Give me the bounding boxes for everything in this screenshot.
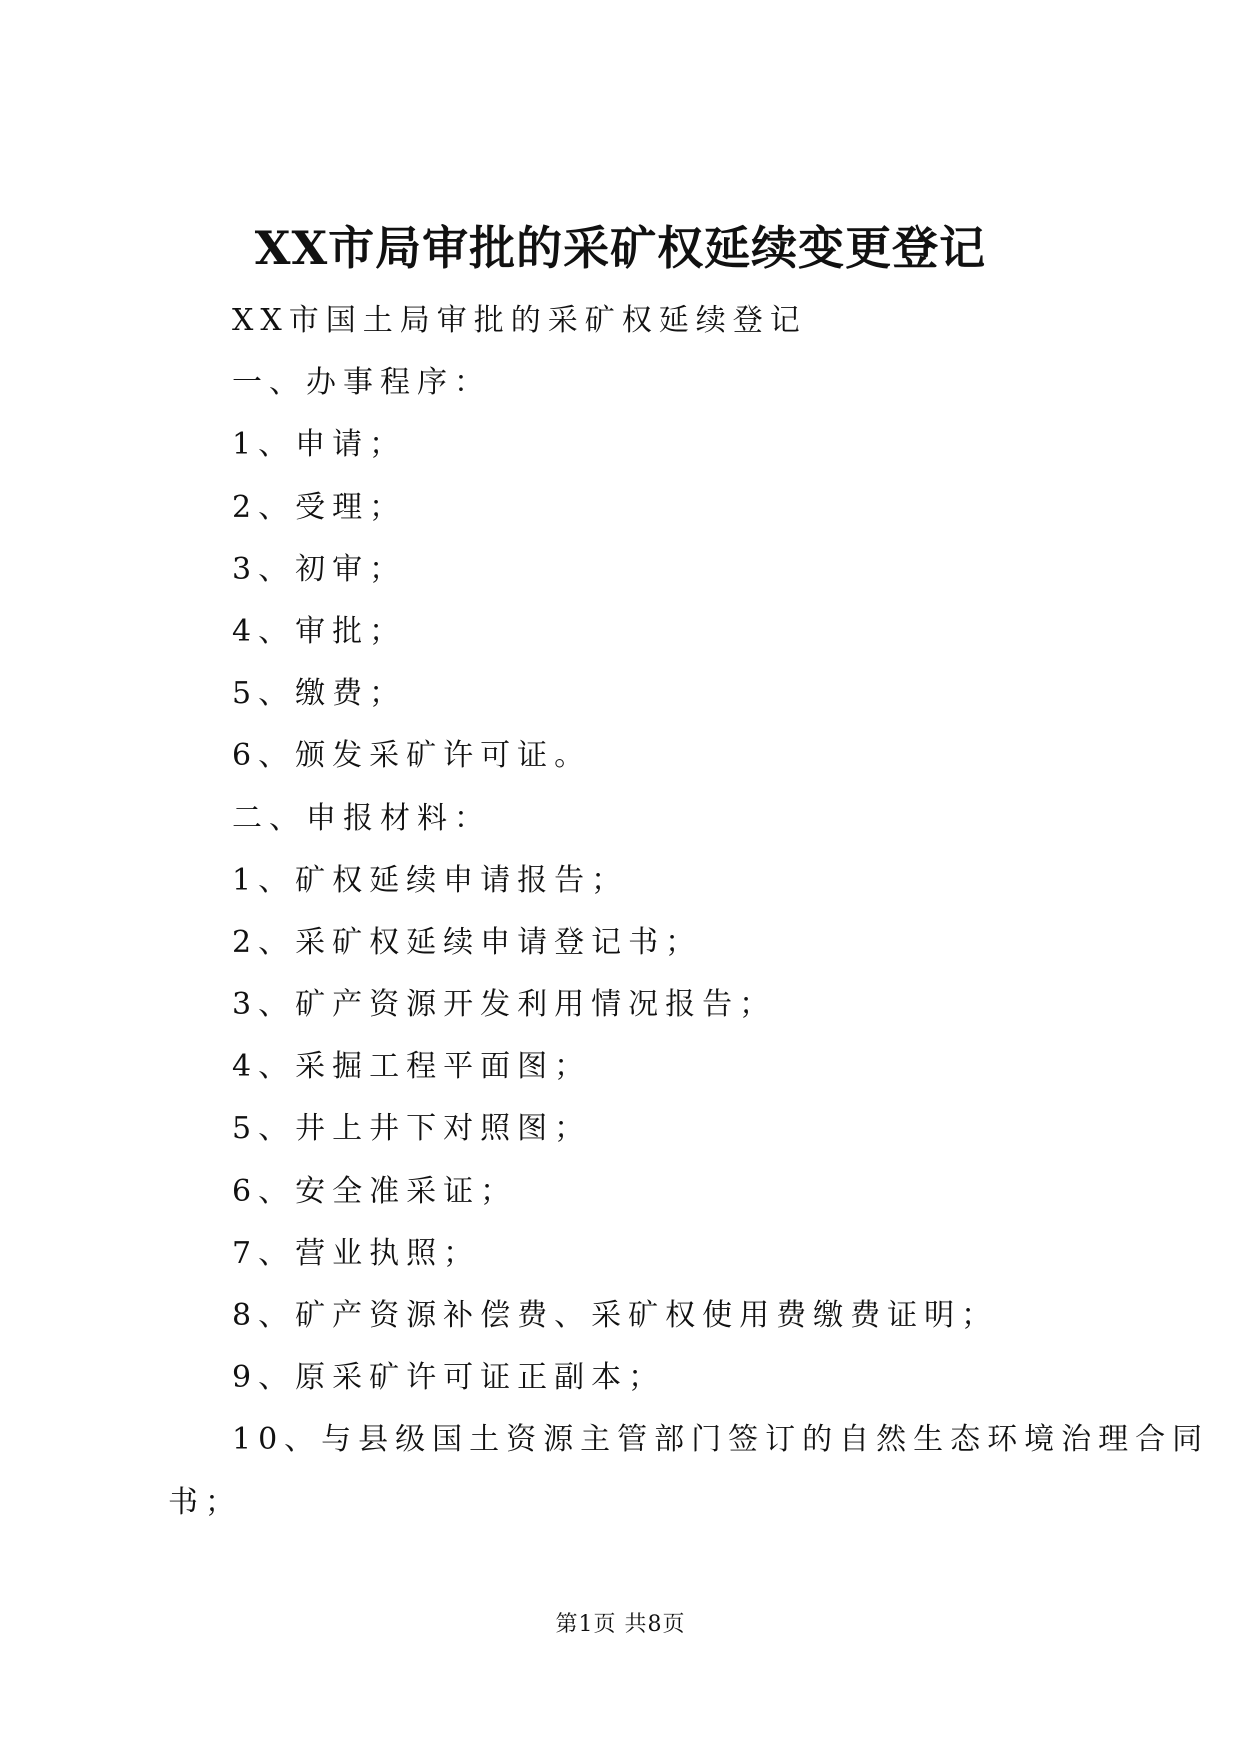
list-item: 1、矿权延续申请报告； xyxy=(232,862,629,898)
list-item: 6、颁发采矿许可证。 xyxy=(232,738,592,774)
section-heading-procedure: 一、办事程序： xyxy=(232,365,491,401)
list-item: 2、采矿权延续申请登记书； xyxy=(232,924,703,960)
section-heading-materials: 二、申报材料： xyxy=(232,800,491,836)
document-body xyxy=(168,290,1210,1534)
list-item: 8、矿产资源补偿费、采矿权使用费缴费证明； xyxy=(232,1298,999,1333)
list-item: 5、井上井下对照图； xyxy=(232,1111,592,1147)
list-item: 3、矿产资源开发利用情况报告； xyxy=(232,987,777,1023)
page-number-footer: 第1页 共8页 xyxy=(555,1612,686,1637)
list-item: 2、受理； xyxy=(232,489,407,525)
subtitle-line: XX市国土局审批的采矿权延续登记 xyxy=(232,303,807,338)
list-item: 9、原采矿许可证正副本； xyxy=(232,1360,666,1396)
document-title: XX市局审批的采矿权延续变更登记 xyxy=(254,221,987,275)
list-item: 6、安全准采证； xyxy=(232,1173,518,1209)
list-item: 7、营业执照； xyxy=(232,1235,481,1271)
list-item: 10、与县级国土资源主管部门签订的自然生态环境治理合同 xyxy=(232,1422,1210,1458)
list-item-continuation: 书； xyxy=(168,1484,242,1520)
list-item: 1、申请； xyxy=(232,427,407,463)
list-item: 3、初审； xyxy=(232,551,407,587)
list-item: 4、审批； xyxy=(232,613,407,649)
list-item: 4、采掘工程平面图； xyxy=(232,1049,592,1085)
list-item: 5、缴费； xyxy=(232,676,407,712)
